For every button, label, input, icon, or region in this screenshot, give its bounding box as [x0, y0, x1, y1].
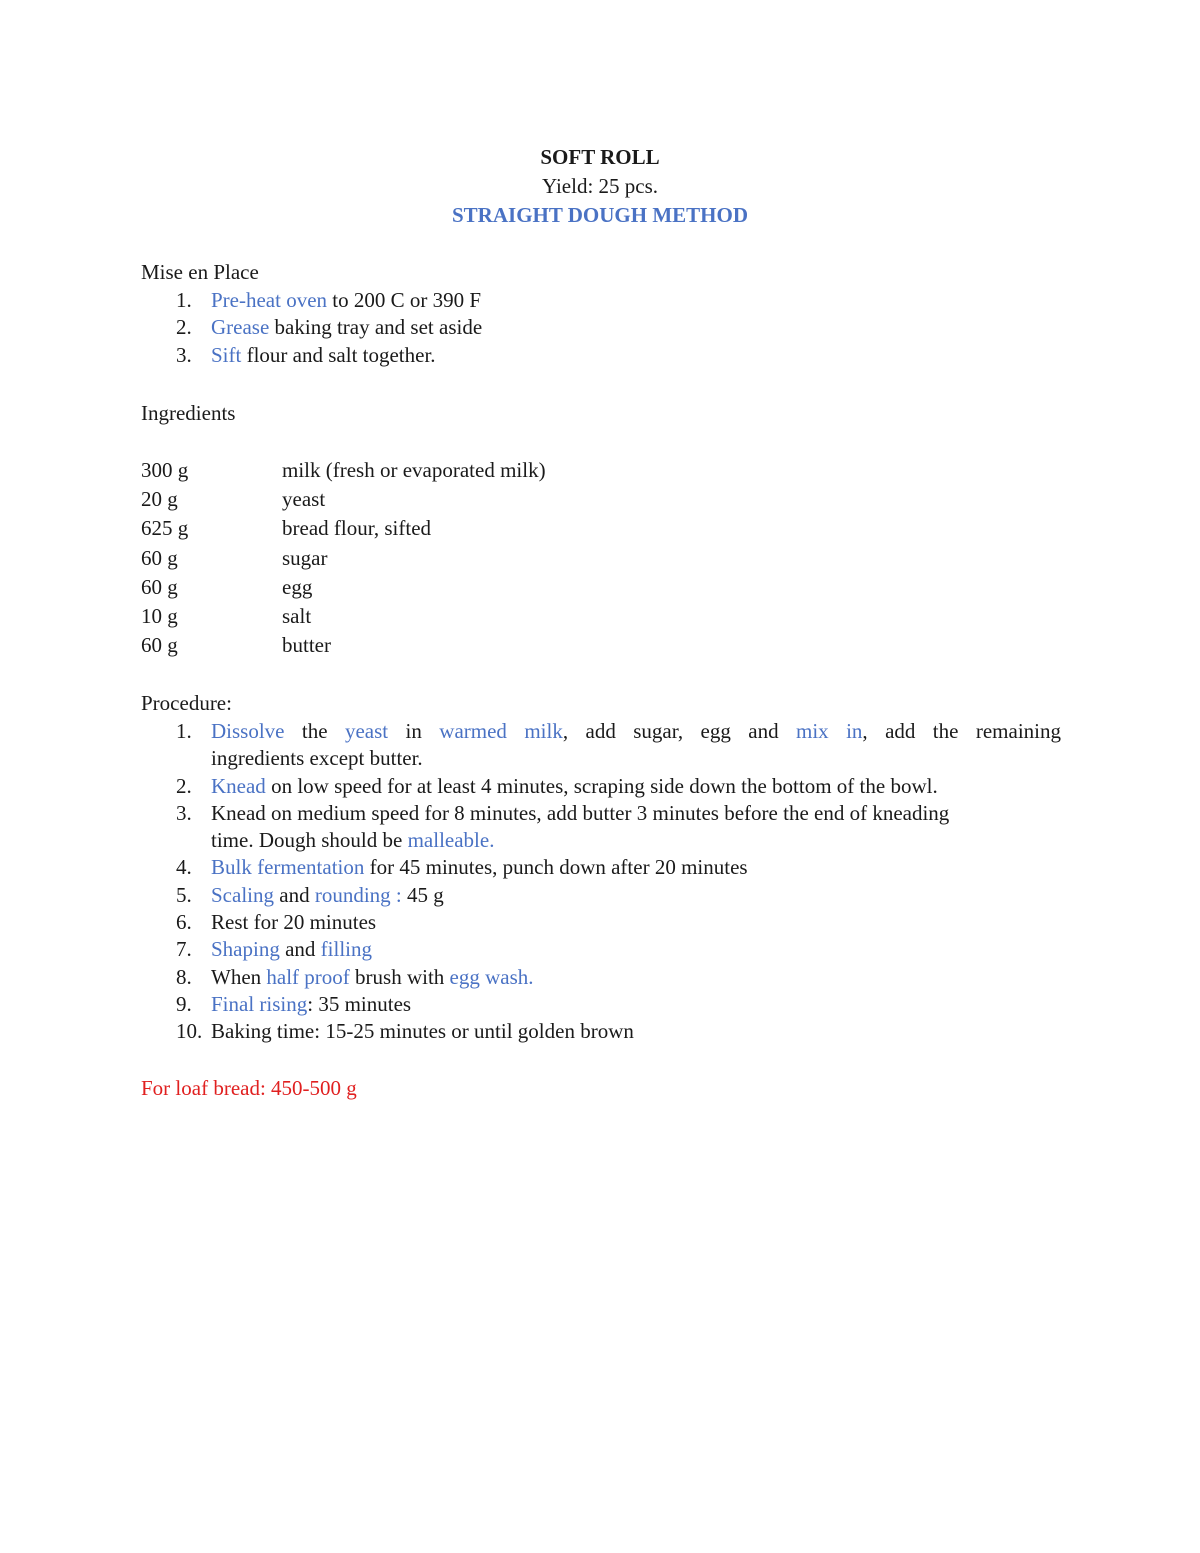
item-text: , add sugar, egg and	[562, 719, 796, 743]
highlight-term: yeast	[344, 719, 389, 743]
item-number: 3.	[176, 800, 192, 825]
item-text: to 200 C or 390 F	[327, 288, 482, 312]
step-line	[211, 827, 1061, 854]
item-number: 9.	[176, 991, 192, 1016]
highlight-term: mix in	[796, 719, 863, 743]
list-item	[141, 854, 1061, 881]
mise-list	[141, 287, 1061, 369]
item-text: flour and salt together.	[241, 342, 436, 367]
highlight-term: half proof	[266, 964, 350, 989]
list-item	[141, 1018, 1061, 1045]
item-number: 8.	[176, 964, 192, 989]
highlight-term: Shaping	[211, 937, 280, 962]
list-item	[141, 342, 1061, 369]
step-line: ingredients except butter.	[211, 746, 423, 771]
item-text: for 45 minutes, punch down after 20 minutes	[364, 855, 748, 880]
highlight-term: filling	[320, 937, 373, 962]
ingredient-name: milk (fresh or evaporated milk)	[282, 458, 546, 482]
table-row	[141, 514, 1061, 543]
ingredient-qty: 60 g	[141, 574, 178, 599]
highlight-term: malleable.	[407, 828, 495, 853]
highlight-term: :	[390, 882, 402, 907]
item-text: and	[274, 882, 315, 907]
ingredient-name: bread flour, sifted	[282, 516, 432, 541]
title-block	[0, 143, 1200, 230]
highlight-term: Knead	[211, 773, 266, 798]
highlight-term: rounding	[314, 882, 391, 907]
item-text: When	[211, 964, 267, 989]
item-number: 6.	[176, 910, 192, 935]
item-text: brush with	[349, 964, 450, 989]
ingredient-qty: 300 g	[141, 458, 189, 482]
step-line: Knead on medium speed for 8 minutes, add butter 3 minutes before the end of kneading	[211, 800, 950, 825]
mise-heading: Mise en Place	[141, 260, 259, 284]
list-item	[141, 882, 1061, 909]
item-number: 1.	[176, 288, 192, 312]
ingredient-name: yeast	[282, 487, 326, 512]
item-text: , add the remaining	[862, 719, 1062, 743]
item-text: : 35 minutes	[307, 991, 412, 1016]
step-line	[211, 718, 1061, 745]
list-item	[141, 936, 1061, 963]
highlight-term: Pre-heat oven	[211, 288, 328, 312]
highlight-term: Grease	[211, 315, 270, 340]
list-item	[141, 909, 1061, 936]
item-number: 2.	[176, 773, 192, 798]
ingredient-qty: 10 g	[141, 604, 178, 629]
procedure-heading: Procedure:	[141, 691, 232, 715]
highlight-term: egg wash.	[449, 964, 534, 989]
item-text: Baking time: 15-25 minutes or until golden brown	[211, 1019, 634, 1044]
item-number: 10.	[176, 1019, 203, 1044]
item-number: 7.	[176, 937, 192, 962]
table-row	[141, 544, 1061, 573]
ingredient-qty: 625 g	[141, 516, 189, 541]
item-text: and	[279, 937, 321, 962]
item-number: 1.	[176, 719, 192, 743]
ingredient-qty: 60 g	[141, 633, 178, 658]
recipe-method: STRAIGHT DOUGH METHOD	[452, 203, 748, 227]
list-item	[141, 773, 1061, 800]
item-text: 45 g	[401, 882, 444, 907]
ingredients-heading: Ingredients	[141, 401, 236, 425]
mise-en-place-section	[141, 258, 1061, 369]
highlight-term: Sift	[211, 342, 242, 367]
list-item	[141, 314, 1061, 341]
list-item	[141, 991, 1061, 1018]
loaf-bread-note: For loaf bread: 450-500 g	[141, 1076, 357, 1100]
ingredient-name: butter	[282, 633, 331, 658]
item-text: baking tray and set aside	[269, 315, 483, 340]
item-text: time. Dough should be	[211, 828, 408, 853]
item-text: Rest for 20 minutes	[211, 910, 377, 935]
ingredient-name: sugar	[282, 545, 328, 570]
ingredient-name: egg	[282, 574, 313, 599]
ingredients-section	[141, 399, 1061, 428]
table-row	[141, 602, 1061, 631]
item-text: the	[284, 719, 345, 743]
highlight-term: Bulk fermentation	[211, 855, 365, 880]
ingredients-table	[141, 456, 1061, 660]
recipe-title: SOFT ROLL	[540, 145, 660, 169]
recipe-yield: Yield: 25 pcs.	[541, 174, 659, 198]
item-number: 5.	[176, 882, 192, 907]
item-number: 2.	[176, 315, 192, 340]
table-row	[141, 573, 1061, 602]
ingredient-qty: 20 g	[141, 487, 178, 512]
procedure-section	[141, 689, 1061, 1046]
highlight-term: Scaling	[211, 882, 274, 907]
item-number: 3.	[176, 342, 192, 367]
table-row	[141, 631, 1061, 660]
highlight-term: warmed milk	[439, 719, 563, 743]
ingredient-qty: 60 g	[141, 545, 178, 570]
highlight-term: Final rising	[211, 991, 308, 1016]
item-text: in	[388, 719, 440, 743]
list-item	[141, 964, 1061, 991]
table-row	[141, 456, 1061, 485]
table-row	[141, 485, 1061, 514]
list-item	[141, 800, 1061, 855]
procedure-list	[141, 718, 1061, 1046]
item-text: on low speed for at least 4 minutes, scraping side down the bottom of the bowl.	[265, 773, 938, 798]
ingredient-name: salt	[282, 604, 312, 629]
item-number: 4.	[176, 855, 192, 880]
list-item	[141, 287, 1061, 314]
list-item	[141, 718, 1061, 773]
highlight-term: Dissolve	[211, 719, 285, 743]
